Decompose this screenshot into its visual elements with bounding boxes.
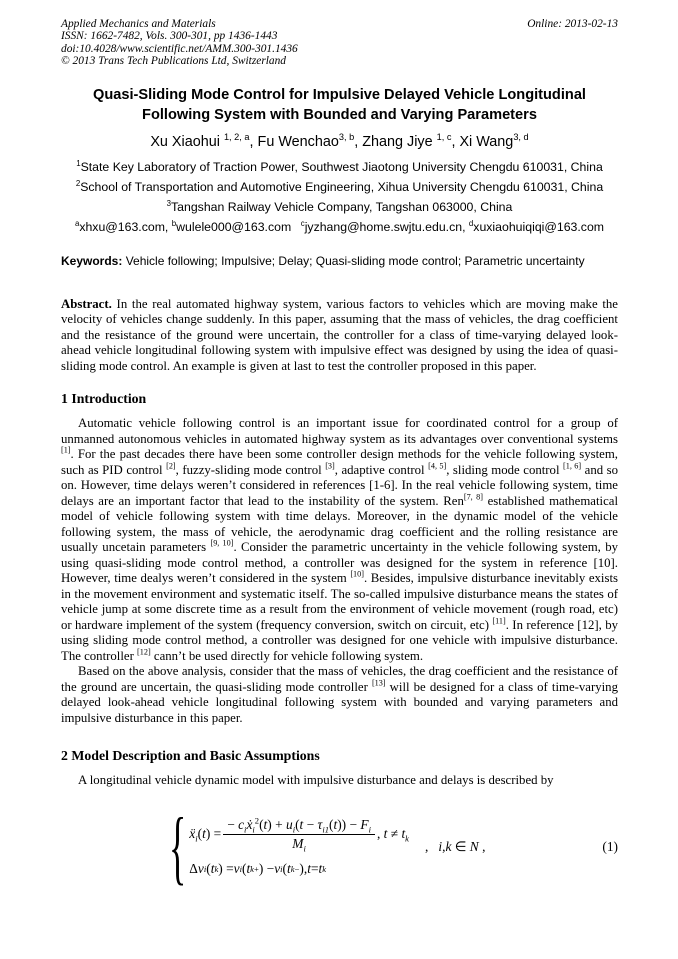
section-heading-model: 2 Model Description and Basic Assumptions [61, 748, 320, 764]
equation-row-1 [189, 817, 409, 852]
journal-header [61, 18, 618, 68]
doi-line: doi:10.4028/www.scientific.net/AMM.300-301.1436 [61, 42, 298, 55]
keywords-label: Keywords: [61, 253, 123, 268]
journal-header-left [61, 18, 298, 68]
affiliation-2: $^2$School of Transportation and Automotive Engineering, Xihua University Chengdu 610031, China [75, 178, 604, 194]
equation-row1-lhs: ẍ$_i$(t) = [189, 826, 222, 844]
copyright-line: © 2013 Trans Tech Publications Ltd, Switzerland [61, 55, 286, 68]
emails-line: $^a$xhxu@163.com, $^b$wulele000@163.com $^c$jyzhang@home.swjtu.edu.cn, $^d$xuxiaohuiqiqi@163.com [74, 218, 605, 234]
left-brace: { [169, 800, 187, 893]
affiliation-3: $^3$Tangshan Railway Vehicle Company, Tangshan 063000, China [166, 198, 513, 214]
online-date: Online: 2013-02-13 [527, 18, 618, 30]
affiliations-block [61, 157, 618, 237]
keywords-text: Vehicle following; Impulsive; Delay; Quasi-sliding mode control; Parametric uncertainty [122, 253, 585, 268]
equation-row-2: Δ v i ( t k ) = v i ( t k + ) − v i ( t k − ), t = t k [189, 860, 327, 876]
equation-rows [189, 817, 409, 877]
equation-1 [61, 801, 618, 893]
issn-line: ISSN: 1662-7482, Vols. 300-301, pp 1436-1443 [61, 30, 278, 43]
model-intro-paragraph: A longitudinal vehicle dynamic model with impulsive disturbance and delays is described by [78, 773, 554, 788]
equation-side-condition: , i,k ∈ N , [424, 838, 486, 854]
fraction [223, 817, 375, 852]
section-heading-introduction: 1 Introduction [61, 391, 147, 407]
intro-paragraph-2: Based on the above analysis, consider that the mass of vehicles, the drag coefficient and the resistance of the ground are uncertain, the quasi-sliding mode controller [13] will be designed for a class of time-varying delayed look-ahead vehicle longitudinal following system with bounded and varying parameters and impulsive disturbance in this paper. [61, 664, 618, 725]
fraction-denominator: $M_i$ [292, 835, 306, 854]
fraction-numerator: − $c_iẋ_i^2(t) + u_i(t - \tau_{i1}(t)) - F_i$ [223, 817, 375, 835]
keywords-line [61, 254, 618, 269]
equation-row1-condition: , $t \ne t_k$ [376, 826, 409, 844]
journal-name: Applied Mechanics and Materials [61, 18, 216, 30]
equation-number: (1) [602, 838, 618, 854]
equation-body [169, 800, 486, 893]
abstract-paragraph [61, 297, 618, 375]
abstract-text: In the real automated highway system, various factors to vehicles which are moving make the velocity of vehicles change suddenly. In this paper, assuming that the mass of vehicles, the drag coefficient and the resistance of the ground were uncertain, the controller for a class of time-varying delayed look-ahead vehicle longitudinal following system with impulsive effect was designed by using the idea of quasi-sliding mode control. An example is given at last to test the controller proposed in this paper. [61, 296, 618, 373]
intro-paragraph-1: Automatic vehicle following control is an important issue for coordinated control for a group of unmanned autonomous vehicles in automated highway system as its advantages over conventional systems [1]. For the past decades there have been some controller design methods for the vehicle following system, such as PID control [2], fuzzy-sliding mode control [3], adaptive control [4, 5], sliding mode control [1, 6] and so on. However, time delays weren’t considered in references [1-6]. In the real vehicle following system, time delays are an important factor that lead to the instability of the system. Ren[7, 8] established mathematical model of vehicle following system with time delays. Moreover, in the dynamic model of the vehicle following system, the mass of vehicle, the aerodynamic drag coefficient and the rolling resistance are usually uncetain parameters [9, 10]. Consider the parametric uncertainty in the vehicle following system, by using quasi-sliding mode control method, a controller was designed for the system in reference [10]. However, time dealys weren’t considered in the system [10]. Besides, impulsive disturbance inevitably exists in the movement environment and systematic itself. The so-called impulsive disturbance means the states of vehicle jump at some discrete time as a result from the environment of vehicle movement (rough road, etc) or hardware implement of the system (frequency conversion, switch on circuit, etc) [11]. In reference [12], by using sliding mode control method, a controller was designed for one vehicle with impulsive disturbance. The controller [12] cann’t be used directly for vehicle following system. [61, 416, 619, 663]
affiliation-1: $^1$State Key Laboratory of Traction Power, Southwest Jiaotong University Chengdu 610031, China [76, 158, 603, 174]
paper-title: Quasi-Sliding Mode Control for Impulsive Delayed Vehicle Longitudinal Following System with Bounded and Varying Parameters [92, 86, 586, 123]
authors-line: Xu Xiaohui $^{1, 2, a}$, Fu Wenchao$^{3, b}$, Zhang Jiye $^{1, c}$, Xi Wang$^{3, d}$ [150, 131, 529, 150]
abstract-label: Abstract. [61, 296, 112, 311]
